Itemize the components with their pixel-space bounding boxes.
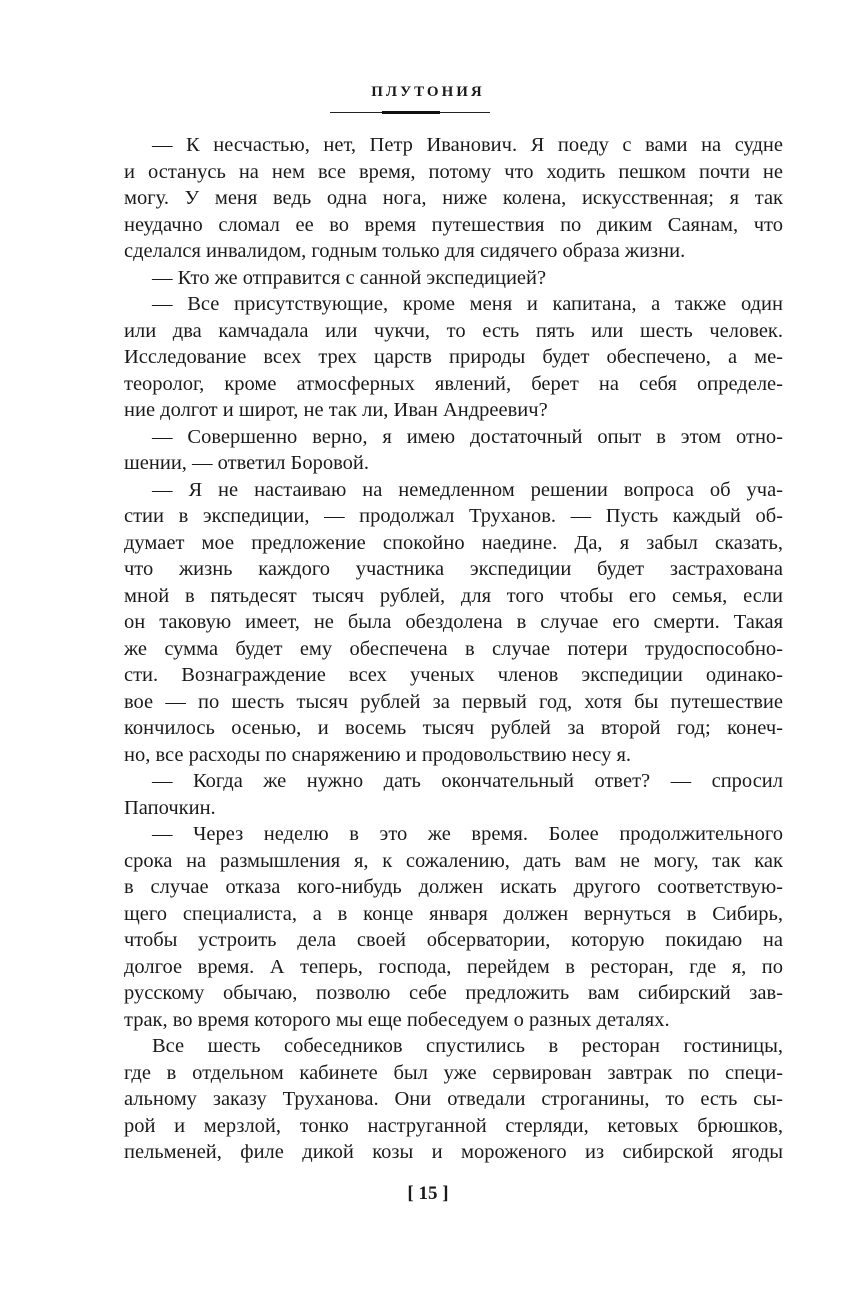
text-line: он таковую имеет, не была обездолена в случае его смерти. Такая — [124, 611, 783, 633]
text-line: альному заказу Труханова. Они отведали строганины, то есть сы- — [124, 1088, 783, 1110]
body-text — [124, 132, 783, 1166]
text-line: рой и мерзлой, тонко наструганной стерляди, кетовых брюшков, — [124, 1114, 783, 1137]
paragraph — [124, 291, 783, 424]
text-line: — К несчастью, нет, Петр Иванович. Я поеду с вами на судне — [152, 134, 783, 156]
text-line: и останусь на нем все время, потому что ходить пешком почти не — [124, 160, 783, 183]
text-line: Исследование всех трех царств природы будет обеспечено, а ме- — [124, 346, 783, 368]
paragraph — [124, 477, 783, 769]
text-line: чтобы устроить дела своей обсерватории, которую покидаю на — [124, 929, 783, 951]
text-line: где в отдельном кабинете был уже сервирован завтрак по специ- — [124, 1061, 783, 1084]
page-number: [ 15 ] — [407, 1183, 449, 1204]
text-line: но, все расходы по снаряжению и продовольствию несу я. — [124, 743, 632, 766]
text-line: долгое время. А теперь, господа, перейдем в ресторан, где я, по — [124, 955, 783, 978]
text-line: щего специалиста, а в конце января должен вернуться в Сибирь, — [124, 902, 783, 925]
text-line: вое — по шесть тысяч рублей за первый год, хотя бы путешествие — [124, 690, 783, 713]
text-line: Все шесть собеседников спустились в ресторан гостиницы, — [152, 1035, 783, 1057]
paragraph — [124, 424, 783, 477]
text-line: сделался инвалидом, годным только для сидячего образа жизни. — [124, 240, 686, 262]
running-title: ПЛУТОНИЯ — [371, 84, 485, 100]
text-line: трак, во время которого мы еще побеседуем о разных деталях. — [124, 1008, 670, 1031]
text-line: русскому обычаю, позволю себе предложить вам сибирский зав- — [124, 982, 783, 1004]
text-line: — Совершенно верно, я имею достаточный опыт в этом отно- — [152, 425, 783, 448]
text-line: неудачно сломал ее во время путешествия по диким Саянам, что — [124, 213, 783, 236]
paragraph — [124, 265, 783, 292]
text-line: или два камчадала или чукчи, то есть пять или шесть человек. — [124, 319, 783, 342]
text-line: же сумма будет ему обеспечена в случае потери трудоспособно- — [124, 637, 783, 660]
paragraph — [124, 821, 783, 1033]
text-line: срока на размышления я, к сожалению, дать вам не могу, так как — [124, 849, 783, 872]
text-line: Папочкин. — [124, 796, 216, 819]
text-line: мной в пятьдесят тысяч рублей, для того чтобы его семья, если — [124, 584, 783, 607]
text-line: — Через неделю в это же время. Более продолжительного — [152, 823, 783, 845]
text-line: — Когда же нужно дать окончательный ответ? — спросил — [152, 770, 783, 792]
text-line: — Кто же отправится с санной экспедицией? — [152, 266, 547, 289]
text-line: теоролог, кроме атмосферных явлений, берет на себя определе- — [124, 372, 783, 395]
text-line: в случае отказа кого-нибудь должен искать другого соответствую- — [124, 876, 783, 898]
text-line: сти. Вознаграждение всех ученых членов экспедиции одинако- — [124, 664, 783, 686]
header-rule-ornament — [382, 111, 440, 114]
text-line: шении, — ответил Боровой. — [124, 452, 369, 474]
text-line: — Я не настаиваю на немедленном решении вопроса об уча- — [152, 478, 783, 501]
text-line: ние долгот и широт, не так ли, Иван Андреевич? — [124, 399, 548, 421]
text-line: могу. У меня ведь одна нога, ниже колена, искусственная; я так — [124, 187, 783, 209]
paragraph — [124, 132, 783, 265]
text-line: кончилось осенью, и восемь тысяч рублей за второй год; конеч- — [124, 717, 783, 739]
paragraph — [124, 1033, 783, 1166]
text-line: стии в экспедиции, — продолжал Труханов. — Пусть каждый об- — [124, 505, 783, 527]
text-line: пельменей, филе дикой козы и мороженого из сибирской ягоды — [124, 1141, 783, 1163]
text-line: — Все присутствующие, кроме меня и капитана, а также один — [152, 293, 783, 315]
text-line: что жизнь каждого участника экспедиции будет застрахована — [124, 558, 783, 580]
text-line: думает мое предложение спокойно наедине. Да, я забыл сказать, — [124, 531, 783, 554]
paragraph — [124, 768, 783, 821]
